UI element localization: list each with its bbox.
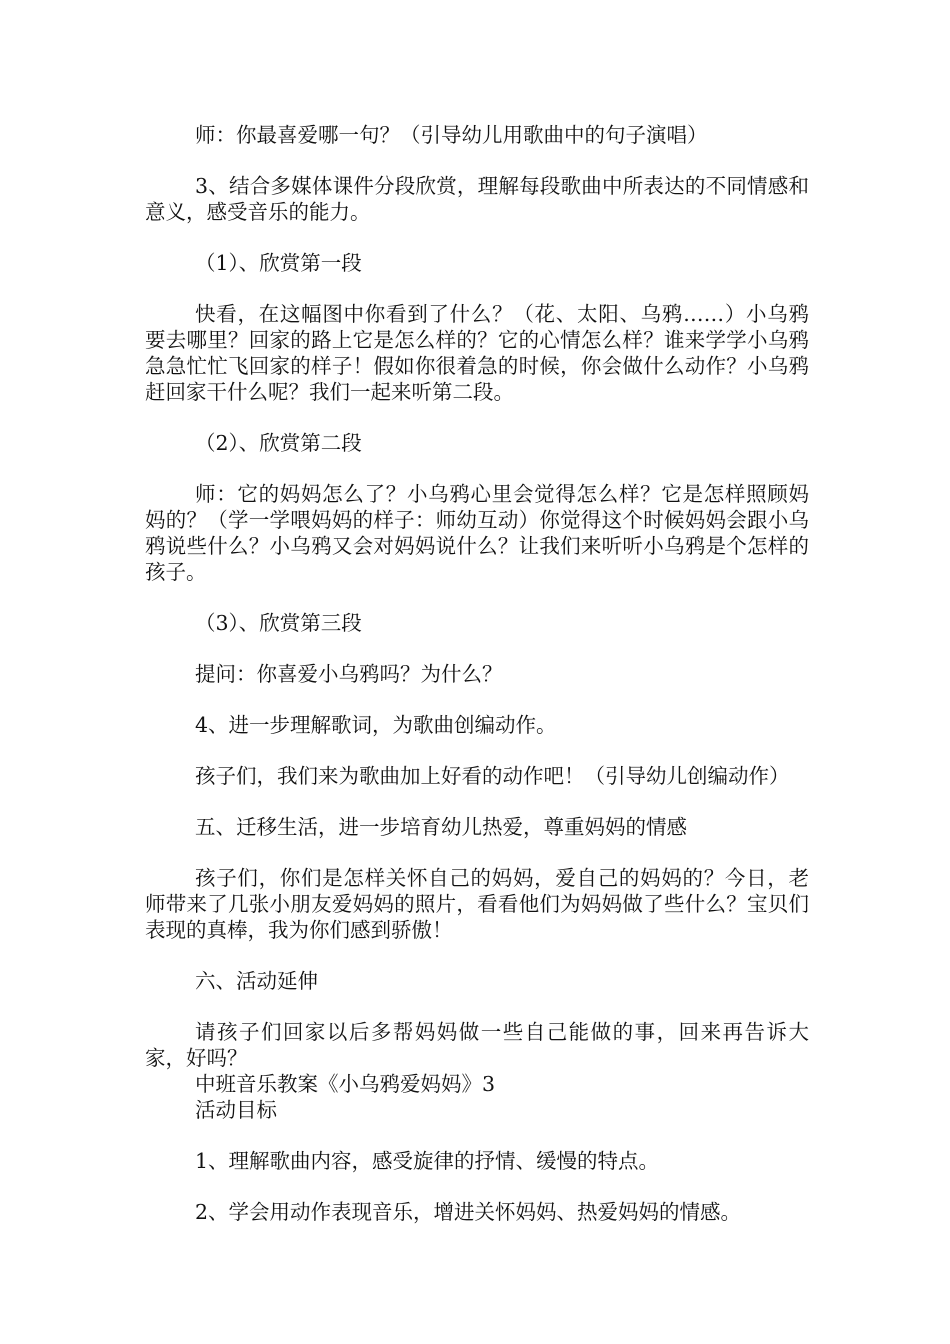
paragraph: 请孩子们回家以后多帮妈妈做一些自己能做的事，回来再告诉大家，好吗？ bbox=[145, 1020, 809, 1070]
paragraph-heading: （1）、欣赏第一段 bbox=[195, 251, 362, 275]
section-heading: 五、迁移生活，进一步培育幼儿热爱，尊重妈妈的情感 bbox=[195, 815, 687, 839]
paragraph: 孩子们，我们来为歌曲加上好看的动作吧！（引导幼儿创编动作） bbox=[195, 764, 790, 788]
paragraph: 提问：你喜爱小乌鸦吗？为什么？ bbox=[195, 662, 503, 686]
subsection-heading: 活动目标 bbox=[195, 1098, 277, 1122]
paragraph: 师：它的妈妈怎么了？小乌鸦心里会觉得怎么样？它是怎样照顾妈妈的？（学一学喂妈妈的样子：师幼互动）你觉得这个时候妈妈会跟小乌鸦说些什么？小乌鸦又会对妈妈说什么？让我们来听听小乌鸦是个怎样的孩子。 bbox=[145, 482, 809, 584]
paragraph-heading: （2）、欣赏第二段 bbox=[195, 431, 362, 455]
paragraph: 孩子们，你们是怎样关怀自己的妈妈，爱自己的妈妈的？今日，老师带来了几张小朋友爱妈妈的照片，看看他们为妈妈做了些什么？宝贝们表现的真棒，我为你们感到骄傲！ bbox=[145, 866, 809, 942]
paragraph: 师：你最喜爱哪一句？（引导幼儿用歌曲中的句子演唱） bbox=[195, 123, 708, 147]
paragraph: 快看，在这幅图中你看到了什么？（花、太阳、乌鸦……）小乌鸦要去哪里？回家的路上它是怎么样的？它的心情怎么样？谁来学学小乌鸦急急忙忙飞回家的样子！假如你很着急的时候，你会做什么动作？小乌鸦赶回家干什么呢？我们一起来听第二段。 bbox=[145, 302, 809, 404]
section-heading: 六、活动延伸 bbox=[195, 969, 318, 993]
paragraph: 3、结合多媒体课件分段欣赏，理解每段歌曲中所表达的不同情感和意义，感受音乐的能力。 bbox=[145, 174, 809, 224]
document-body bbox=[145, 122, 809, 1250]
list-item: 1、理解歌曲内容，感受旋律的抒情、缓慢的特点。 bbox=[195, 1149, 660, 1173]
paragraph-heading: （3）、欣赏第三段 bbox=[195, 611, 362, 635]
lesson-title: 中班音乐教案《小乌鸦爱妈妈》3 bbox=[195, 1072, 496, 1096]
paragraph: 4、进一步理解歌词，为歌曲创编动作。 bbox=[195, 713, 557, 737]
list-item: 2、学会用动作表现音乐，增进关怀妈妈、热爱妈妈的情感。 bbox=[195, 1200, 742, 1224]
